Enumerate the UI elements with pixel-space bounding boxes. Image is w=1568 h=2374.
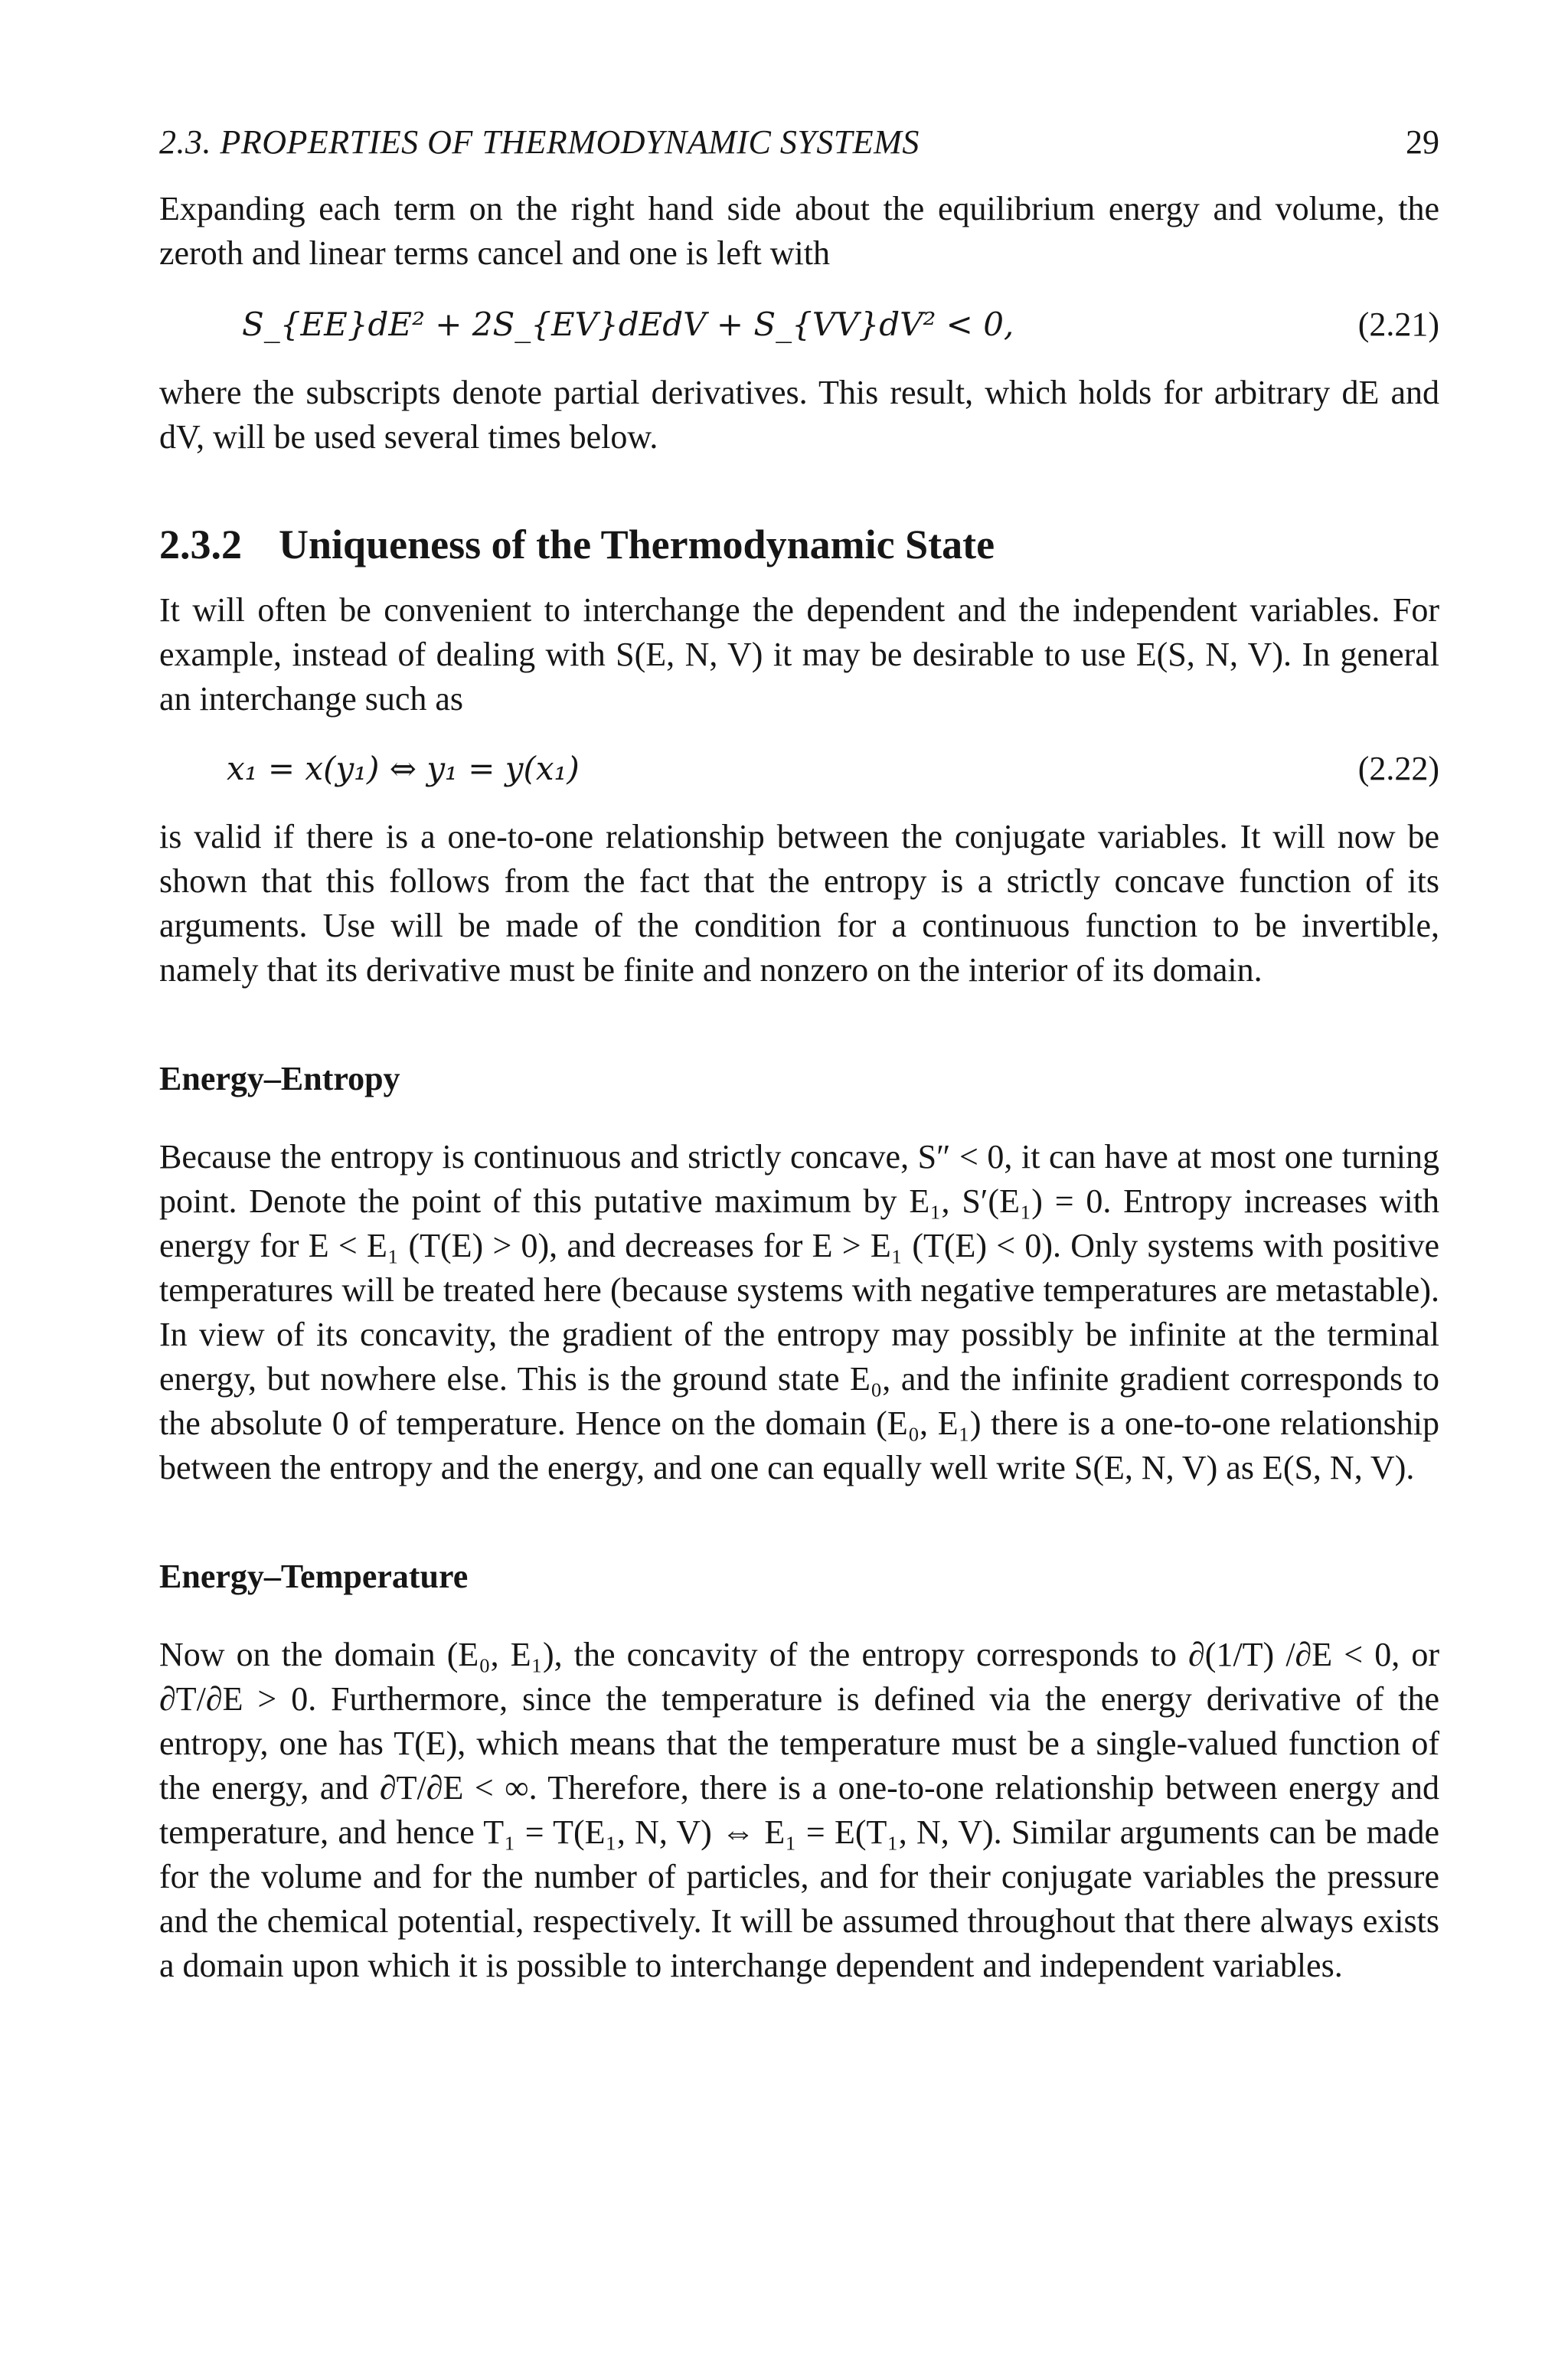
subsection-heading-energy-entropy: Energy–Entropy bbox=[159, 1060, 400, 1097]
equation-body: x₁ = x(y₁) ⇔ y₁ = y(x₁) bbox=[227, 749, 580, 787]
running-head bbox=[159, 123, 1439, 176]
paragraph-interchange: It will often be convenient to interchange the dependent and the independent variables. For example, instead of dealing with S(E, N, V) it may be desirable to use E(S, N, V). In general an interchange such as bbox=[159, 591, 1439, 718]
section-title: Uniqueness of the Thermodynamic State bbox=[279, 522, 995, 567]
equation-2-21 bbox=[159, 302, 1439, 346]
equation-2-22 bbox=[159, 746, 1439, 790]
paragraph-intro: Expanding each term on the right hand side about the equilibrium energy and volume, the zeroth and linear terms cancel and one is left with bbox=[159, 190, 1439, 272]
section-heading bbox=[159, 518, 1439, 571]
equation-number: (2.22) bbox=[1357, 749, 1439, 787]
paragraph-energy-entropy: Because the entropy is continuous and strictly concave, S″ < 0, it can have at most one turning point. Denote the point of this putative maximum by E₁, S′(E₁) = 0. Entropy increases with energy for E < E₁ (T(E) > 0), and decreases for E > E₁ (T(E) < 0). Only systems with positive temperatures will be treated here (because systems with negative temperatures are metastable). In view of its concavity, the gradient of the entropy may possibly be infinite at the terminal energy, but nowhere else. This is the ground state E₀, and the infinite gradient corresponds to the absolute 0 of temperature. Hence on the domain (E₀, E₁) there is a one-to-one relationship between the entropy and the energy, and one can equally well write S(E, N, V) as E(S, N, V). bbox=[159, 1138, 1439, 1486]
section-number: 2.3.2 bbox=[159, 522, 242, 567]
paragraph-subscripts: where the subscripts denote partial derivatives. This result, which holds for arbitrary dE and dV, will be used several times below. bbox=[159, 374, 1439, 456]
equation-body: S_{EE}dE² + 2S_{EV}dEdV + S_{VV}dV² < 0, bbox=[242, 305, 1014, 343]
paragraph-one-to-one: is valid if there is a one-to-one relationship between the conjugate variables. It will now be shown that this follows from the fact that the entropy is a strictly concave function of its arguments. Use will be made of the condition for a continuous function to be invertible, namely that its derivative must be finite and nonzero on the interior of its domain. bbox=[159, 818, 1439, 989]
book-page bbox=[159, 123, 1439, 1988]
equation-number: (2.21) bbox=[1357, 305, 1439, 343]
subsection-heading-energy-temperature: Energy–Temperature bbox=[159, 1558, 469, 1595]
running-head-title: 2.3. PROPERTIES OF THERMODYNAMIC SYSTEMS bbox=[159, 123, 920, 161]
page-number: 29 bbox=[1406, 123, 1439, 161]
paragraph-energy-temperature: Now on the domain (E₀, E₁), the concavity of the entropy corresponds to ∂(1/T) /∂E < 0, or ∂T/∂E > 0. Furthermore, since the temperature is defined via the energy derivative of the entropy, one has T(E), which means that the temperature must be a single-valued function of the energy, and ∂T/∂E < ∞. Therefore, there is a one-to-one relationship between energy and temperature, and hence T₁ = T(E₁, N, V) ⇔ E₁ = E(T₁, N, V). Similar arguments can be made for the volume and for the number of particles, and for their conjugate variables the pressure and the chemical potential, respectively. It will be assumed throughout that there always exists a domain upon which it is possible to interchange dependent and independent variables. bbox=[159, 1636, 1439, 1984]
